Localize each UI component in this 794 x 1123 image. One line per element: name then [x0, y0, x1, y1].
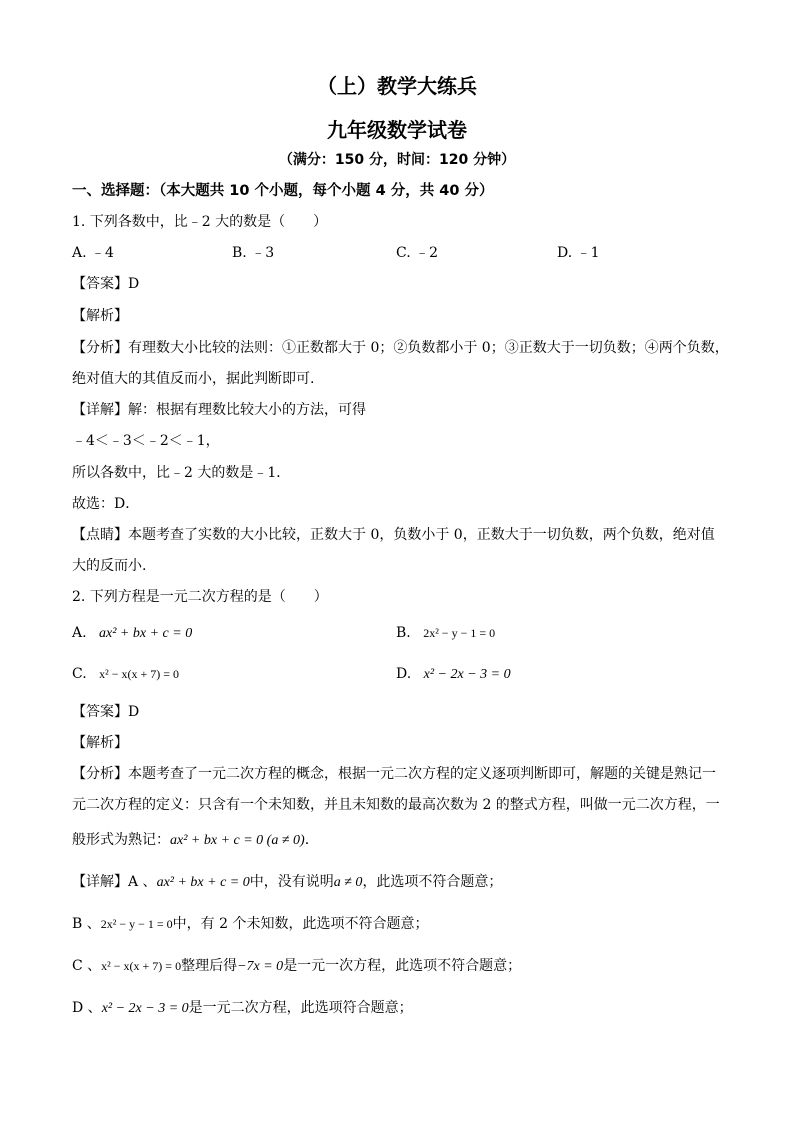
q2-detail-c-equation: x² − x(x + 7) = 0	[101, 959, 182, 973]
section-heading: 一、选择题：（本大题共 10 个小题，每个小题 4 分，共 40 分）	[72, 183, 494, 199]
q2-option-d	[396, 664, 511, 685]
q2-fenxi-line3-text: 般形式为熟记：	[72, 832, 170, 848]
q1-fenxi-line1: 【分析】有理数大小比较的法则：①正数都大于 0；②负数都小于 0；③正数大于一切负数；④两个负数，	[72, 340, 729, 356]
q2-detail-c-prefix: C 、	[72, 958, 102, 974]
q1-answer: 【答案】D	[72, 276, 140, 292]
q1-comment-line2: 大的反而小.	[72, 558, 147, 574]
exam-subject-title: 九年级数学试卷	[327, 118, 467, 142]
q1-detail-line1: 【详解】解：根据有理数比较大小的方法，可得	[72, 402, 366, 418]
q2-option-c	[72, 664, 179, 684]
q2-detail-a-mid: 中，没有说明	[249, 874, 334, 890]
q1-fenxi-line2: 绝对值大的其值反而小，据此判断即可.	[72, 371, 315, 387]
q2-detail-b-equation: 2x² − y − 1 = 0	[100, 917, 173, 931]
q2-option-c-label: C.	[72, 666, 87, 682]
exam-title: （上）教学大练兵	[317, 74, 477, 98]
q2-fenxi-line2: 元二次方程的定义：只含有一个未知数，并且未知数的最高次数为 2 的整式方程，叫做一元二次方程，一	[72, 797, 720, 813]
q1-option-d: D. ﹣1	[557, 245, 600, 261]
q1-analysis-tag: 【解析】	[72, 308, 128, 324]
q2-fenxi-line3	[72, 830, 309, 851]
q2-detail-b	[72, 914, 428, 934]
q2-detail-b-end: 中，有 2 个未知数，此选项不符合题意；	[172, 916, 429, 932]
q2-option-d-label: D.	[396, 666, 412, 682]
q2-detail-a-condition: a ≠ 0	[333, 875, 363, 890]
q1-comment-line1: 【点睛】本题考查了实数的大小比较，正数大于 0，负数小于 0，正数大于一切负数，两个负数，绝对值	[72, 527, 715, 543]
q2-stem: 2. 下列方程是一元二次方程的是（ ）	[72, 589, 328, 605]
q2-detail-b-prefix: B 、	[72, 916, 101, 932]
q2-option-b-equation: 2x² − y − 1 = 0	[423, 626, 496, 640]
q2-detail-a-end: ，此选项不符合题意；	[362, 874, 503, 890]
q2-detail-c-result: −7x = 0	[237, 959, 284, 974]
q2-detail-c-mid: 整理后得	[181, 958, 238, 974]
q2-fenxi-line3-end: .	[304, 832, 310, 848]
q2-answer: 【答案】D	[72, 704, 140, 720]
q2-detail-a-prefix: 【详解】A 、	[72, 874, 157, 890]
exam-info: （满分：150 分，时间：120 分钟）	[278, 152, 516, 168]
q2-detail-a	[72, 872, 502, 893]
q2-detail-d	[72, 998, 413, 1019]
q2-option-d-equation: x² − 2x − 3 = 0	[423, 667, 511, 682]
q1-detail-line4: 故选：D．	[72, 496, 140, 512]
q2-option-a	[72, 623, 192, 644]
q2-detail-c	[72, 956, 521, 977]
q2-detail-d-equation: x² − 2x − 3 = 0	[101, 1001, 189, 1016]
q2-option-c-equation: x² − x(x + 7) = 0	[99, 667, 180, 681]
q2-general-form: ax² + bx + c = 0 (a ≠ 0)	[170, 833, 305, 848]
q2-option-b	[396, 623, 495, 643]
q1-stem: 1. 下列各数中，比﹣2 大的数是（ ）	[72, 214, 328, 230]
q1-detail-line2: ﹣4＜﹣3＜﹣2＜﹣1，	[72, 433, 220, 449]
q2-fenxi-line1: 【分析】本题考查了一元二次方程的概念，根据一元二次方程的定义逐项判断即可，解题的关键是熟记一	[72, 766, 716, 782]
q2-detail-c-end: 是一元一次方程，此选项不符合题意；	[283, 958, 522, 974]
q1-option-c: C. ﹣2	[396, 245, 439, 261]
q2-detail-a-equation: ax² + bx + c = 0	[156, 875, 250, 890]
q2-option-a-equation: ax² + bx + c = 0	[99, 626, 193, 641]
q2-detail-d-end: 是一元二次方程，此选项符合题意；	[188, 1000, 413, 1016]
q1-option-b: B. ﹣3	[232, 245, 275, 261]
q1-detail-line3: 所以各数中，比﹣2 大的数是﹣1．	[72, 465, 291, 481]
q2-detail-d-prefix: D 、	[72, 1000, 102, 1016]
q1-option-a: A. ﹣4	[72, 245, 114, 261]
q2-option-b-label: B.	[396, 625, 411, 641]
q2-option-a-label: A.	[72, 625, 87, 641]
q2-analysis-tag: 【解析】	[72, 735, 128, 751]
